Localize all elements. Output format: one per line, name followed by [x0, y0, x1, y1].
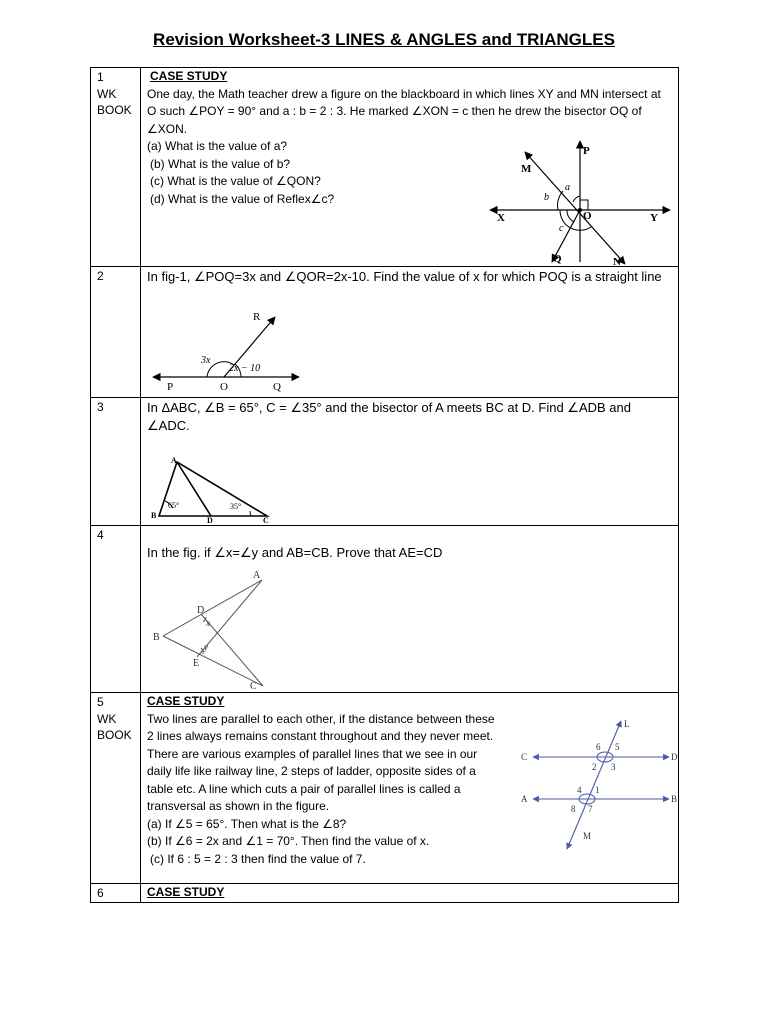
- sub-question-c: (c) If 6 : 5 = 2 : 3 then find the value of 7.: [150, 851, 366, 866]
- label-n: N: [613, 256, 621, 266]
- question-text: In the fig. if ∠x=∠y and AB=CB. Prove that AE=CD: [147, 545, 443, 560]
- sub-question-b: (b) What is the value of b?: [150, 156, 291, 171]
- question-text: Two lines are parallel to each other, if the distance between these 2 lines always remains constant throughout and they never meet. There are various examples of parallel lines that we see in our daily life like railway line, 2 steps of ladder, opposite sides of a table etc. A line which cuts a pair of parallel lines is called a transversal as shown in the figure.: [147, 711, 495, 813]
- question-row-3: [91, 398, 679, 526]
- label-a: A: [171, 456, 177, 465]
- question-number: 2: [97, 269, 104, 283]
- question-number-cell: [91, 267, 141, 398]
- question-row-6: [91, 884, 679, 903]
- question-number-cell: [91, 68, 141, 267]
- label-b: B: [151, 511, 157, 520]
- label-1: 1: [595, 785, 600, 795]
- label-65: 65°: [168, 501, 180, 510]
- label-3: 3: [611, 762, 616, 772]
- question-number: 1: [97, 70, 104, 84]
- figure-parallel-transversal: [519, 715, 684, 855]
- question-number-cell: [91, 398, 141, 526]
- question-body: [141, 693, 679, 884]
- label-o: O: [220, 381, 228, 393]
- label-e: E: [193, 658, 200, 669]
- figure-triangle-abc: [147, 456, 277, 524]
- label-c: C: [521, 752, 528, 762]
- label-r: R: [253, 311, 261, 323]
- label-7: 7: [588, 804, 593, 814]
- question-row-5: [91, 693, 679, 884]
- label-c: c: [559, 223, 564, 234]
- label-b: b: [544, 192, 549, 203]
- label-p: P: [583, 145, 590, 157]
- question-body: [141, 526, 679, 693]
- label-4: 4: [577, 785, 582, 795]
- label-q: Q: [553, 253, 562, 265]
- label-2: 2: [592, 762, 597, 772]
- tag-wk: WK: [97, 711, 117, 726]
- question-text: In fig-1, ∠POQ=3x and ∠QOR=2x-10. Find the value of x for which POQ is a straight line: [147, 269, 662, 284]
- question-row-1: [91, 68, 679, 267]
- label-d: D: [197, 605, 205, 616]
- label-35: 35°: [230, 502, 242, 511]
- figure-linear-pair: [149, 309, 309, 397]
- worksheet-table: [90, 67, 679, 903]
- question-text: One day, the Math teacher drew a figure on the blackboard in which lines XY and MN intersect at O such ∠POY = 90° and a : b = 2 : 3. He marked ∠XON = c then he drew the bisector OQ of ∠XON.: [147, 86, 661, 136]
- tag-book: BOOK: [97, 728, 132, 742]
- question-row-4: [91, 526, 679, 693]
- label-6: 6: [596, 742, 601, 752]
- question-number: 5: [97, 695, 104, 709]
- label-p: P: [167, 381, 174, 393]
- question-number: 3: [97, 400, 104, 414]
- label-a: A: [521, 794, 528, 804]
- question-body: [141, 884, 679, 903]
- question-number-cell: [91, 526, 141, 693]
- figure-triangle-proof: [149, 566, 279, 691]
- label-o: O: [583, 210, 592, 222]
- sub-question-c: (c) What is the value of ∠QON?: [150, 174, 321, 188]
- label-y: Y: [650, 212, 658, 224]
- question-body: [141, 68, 679, 267]
- sub-question-b: (b) If ∠6 = 2x and ∠1 = 70°. Then find the value of x.: [147, 834, 430, 848]
- case-study-heading: CASE STUDY: [147, 885, 225, 899]
- label-d: D: [207, 516, 213, 524]
- label-2x-10: 2x − 10: [229, 363, 261, 374]
- question-text: In ΔABC, ∠B = 65°, C = ∠35° and the bisector of A meets BC at D. Find ∠ADB and ∠ADC.: [147, 400, 631, 433]
- label-8: 8: [571, 804, 576, 814]
- case-study-heading: CASE STUDY: [150, 69, 228, 83]
- label-m: M: [521, 163, 532, 175]
- tag-book: BOOK: [97, 103, 132, 117]
- tag-wk: WK: [97, 86, 117, 101]
- label-b: B: [671, 794, 678, 804]
- label-d: D: [671, 752, 678, 762]
- page-title: Revision Worksheet-3 LINES & ANGLES and TRIANGLES: [153, 30, 615, 49]
- label-c: C: [250, 681, 257, 691]
- figure-intersecting-lines: [485, 138, 675, 266]
- label-c: C: [263, 516, 269, 524]
- question-number-cell: [91, 884, 141, 903]
- question-row-2: [91, 267, 679, 398]
- sub-question-a: (a) If ∠5 = 65°. Then what is the ∠8?: [147, 816, 347, 831]
- sub-question-a: (a) What is the value of a?: [147, 139, 288, 153]
- label-a: A: [253, 570, 261, 581]
- label-l: L: [624, 719, 630, 729]
- label-3x: 3x: [201, 355, 211, 366]
- label-q: Q: [273, 381, 281, 393]
- label-b: B: [153, 632, 160, 643]
- label-5: 5: [615, 742, 620, 752]
- label-x: x: [206, 618, 210, 628]
- sub-question-d: (d) What is the value of Reflex∠c?: [150, 191, 335, 206]
- question-number: 6: [97, 886, 104, 900]
- label-y: y: [204, 642, 208, 652]
- label-x: X: [497, 212, 505, 224]
- label-m: M: [583, 831, 592, 841]
- question-number: 4: [97, 528, 104, 542]
- question-body: [141, 267, 679, 398]
- question-body: [141, 398, 679, 526]
- question-number-cell: [91, 693, 141, 884]
- case-study-heading: CASE STUDY: [147, 694, 225, 708]
- label-a: a: [565, 182, 570, 193]
